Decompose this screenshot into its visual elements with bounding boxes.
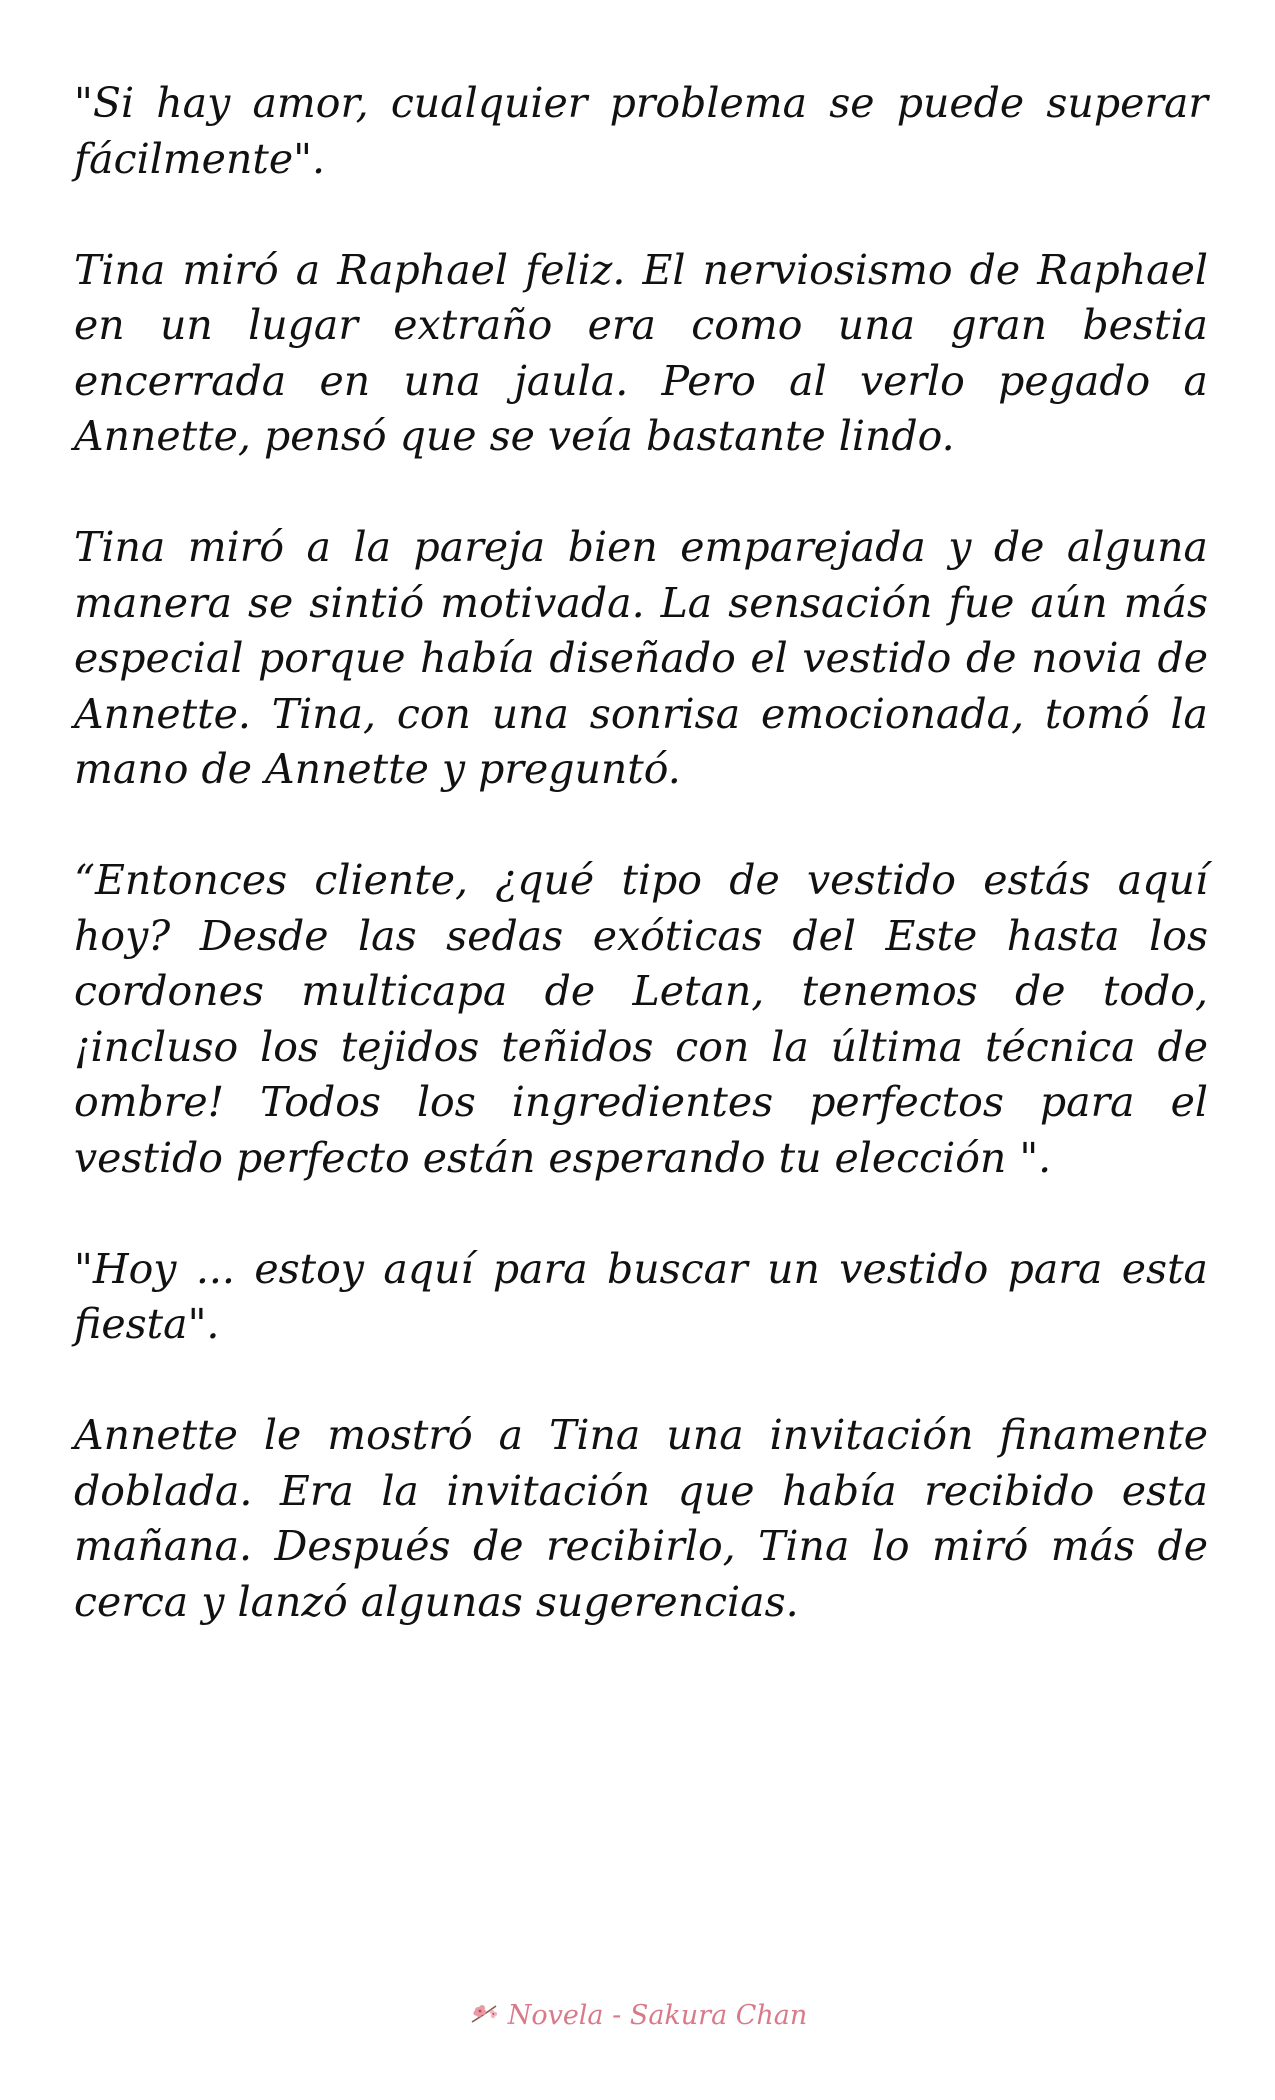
paragraph-5: "Hoy ... estoy aquí para buscar un vestido para esta fiesta". [74, 1244, 1208, 1348]
paragraph-1: "Si hay amor, cualquier problema se puede superar fácilmente". [74, 79, 1208, 183]
paragraph-3: Tina miró a la pareja bien emparejada y de alguna manera se sintió motivada. La sensación fue aún más especial porque había diseñado el vestido de novia de Annette. Tina, con una sonrisa emocionada, tomó la mano de Annette y preguntó. [74, 523, 1208, 793]
chapter-text [74, 76, 1208, 1630]
cherry-blossom-icon [468, 2000, 502, 2028]
paragraph-4: “Entonces cliente, ¿qué tipo de vestido estás aquí hoy? Desde las sedas exóticas del Este hasta los cordones multicapa de Letan, tenemos de todo, ¡incluso los tejidos teñidos con la última técnica de ombre! Todos los ingredientes perfectos para el vestido perfecto están esperando tu elección ". [74, 856, 1208, 1182]
watermark-text: Novela - Sakura Chan [507, 2000, 808, 2031]
watermark [0, 2000, 1275, 2031]
paragraph-6: Annette le mostró a Tina una invitación finamente doblada. Era la invitación que había recibido esta mañana. Después de recibirlo, Tina lo miró más de cerca y lanzó algunas sugerencias. [74, 1411, 1208, 1626]
paragraph-2: Tina miró a Raphael feliz. El nerviosismo de Raphael en un lugar extraño era como una gran bestia encerrada en una jaula. Pero al verlo pegado a Annette, pensó que se veía bastante lindo. [74, 245, 1208, 460]
